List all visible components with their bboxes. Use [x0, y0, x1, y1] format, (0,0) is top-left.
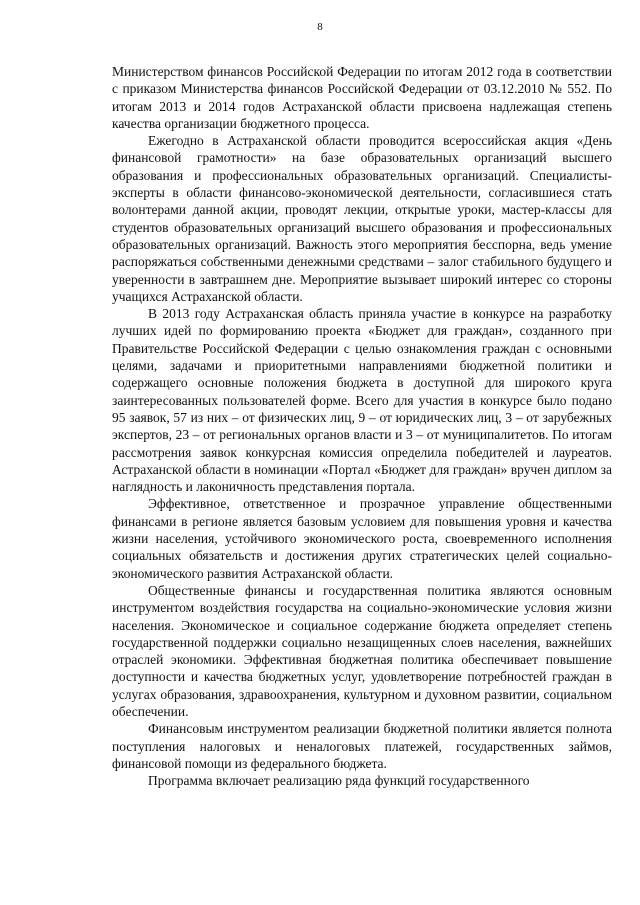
page-number: 8 — [317, 21, 323, 33]
paragraph: Общественные финансы и государственная политика являются основным инструментом воздействия государства на социально-экономические условия жизни населения. Экономическое и социальное содержание бюджета определяет степень государственной поддержки социально незащищенных слоев населения, важнейших отраслей экономики. Эффективная бюджетная политика обеспечивает повышение доступности и качества бюджетных услуг, удовлетворение потребностей граждан в услугах образования, здравоохранения, культурном и духовном развитии, социальном обеспечении. — [112, 582, 612, 719]
paragraph: Эффективное, ответственное и прозрачное управление общественными финансами в регионе является базовым условием для повышения уровня и качества жизни населения, устойчивого экономического роста, своевременного исполнения социальных обязательств и достижения других стратегических целей социально-экономического развития Астраханской области. — [112, 496, 612, 581]
paragraph: Финансовым инструментом реализации бюджетной политики является полнота поступления налоговых и неналоговых платежей, государственных займов, финансовой помощи из федерального бюджета. — [112, 721, 612, 771]
paragraph: Программа включает реализацию ряда функций государственного — [148, 773, 530, 789]
body-text — [112, 63, 612, 789]
paragraph: Министерством финансов Российской Федерации по итогам 2012 года в соответствии с приказом Министерства финансов Российской Федерации от 03.12.2010 № 552. По итогам 2013 и 2014 годов Астраханской области присвоена надлежащая степень качества организации бюджетного процесса. — [112, 64, 612, 131]
paragraph: В 2013 году Астраханская область приняла участие в конкурсе на разработку лучших идей по формированию проекта «Бюджет для граждан», созданного при Правительстве Российской Федерации с целью ознакомления граждан с основными целями, задачами и приоритетными направлениями бюджетной политики и содержащего основные положения бюджета в доступной для широкого круга заинтересованных пользователей форме. Всего для участия в конкурсе было подано 95 заявок, 57 из них – от физических лиц, 9 – от юридических лиц, 3 – от зарубежных экспертов, 23 – от региональных органов власти и 3 – от муниципалитетов. По итогам рассмотрения заявок конкурсная комиссия определила победителей и лауреатов. Астраханской области в номинации «Портал «Бюджет для граждан» вручен диплом за наглядность и лаконичность представления портала. — [112, 306, 612, 495]
paragraph: Ежегодно в Астраханской области проводится всероссийская акция «День финансовой грамотности» на базе образовательных организаций высшего образования и профессиональных образовательных организаций. Специалисты-эксперты в области финансово-экономической деятельности, согласившиеся стать волонтерами данной акции, проводят лекции, открытые уроки, мастер-классы для студентов образовательных организаций высшего образования и профессиональных образовательных организаций. Важность этого мероприятия бесспорна, ведь умение распоряжаться собственными денежными средствами – залог стабильного будущего и уверенности в завтрашнем дне. Мероприятие вызывает широкий интерес со стороны учащихся Астраханской области. — [112, 133, 612, 304]
